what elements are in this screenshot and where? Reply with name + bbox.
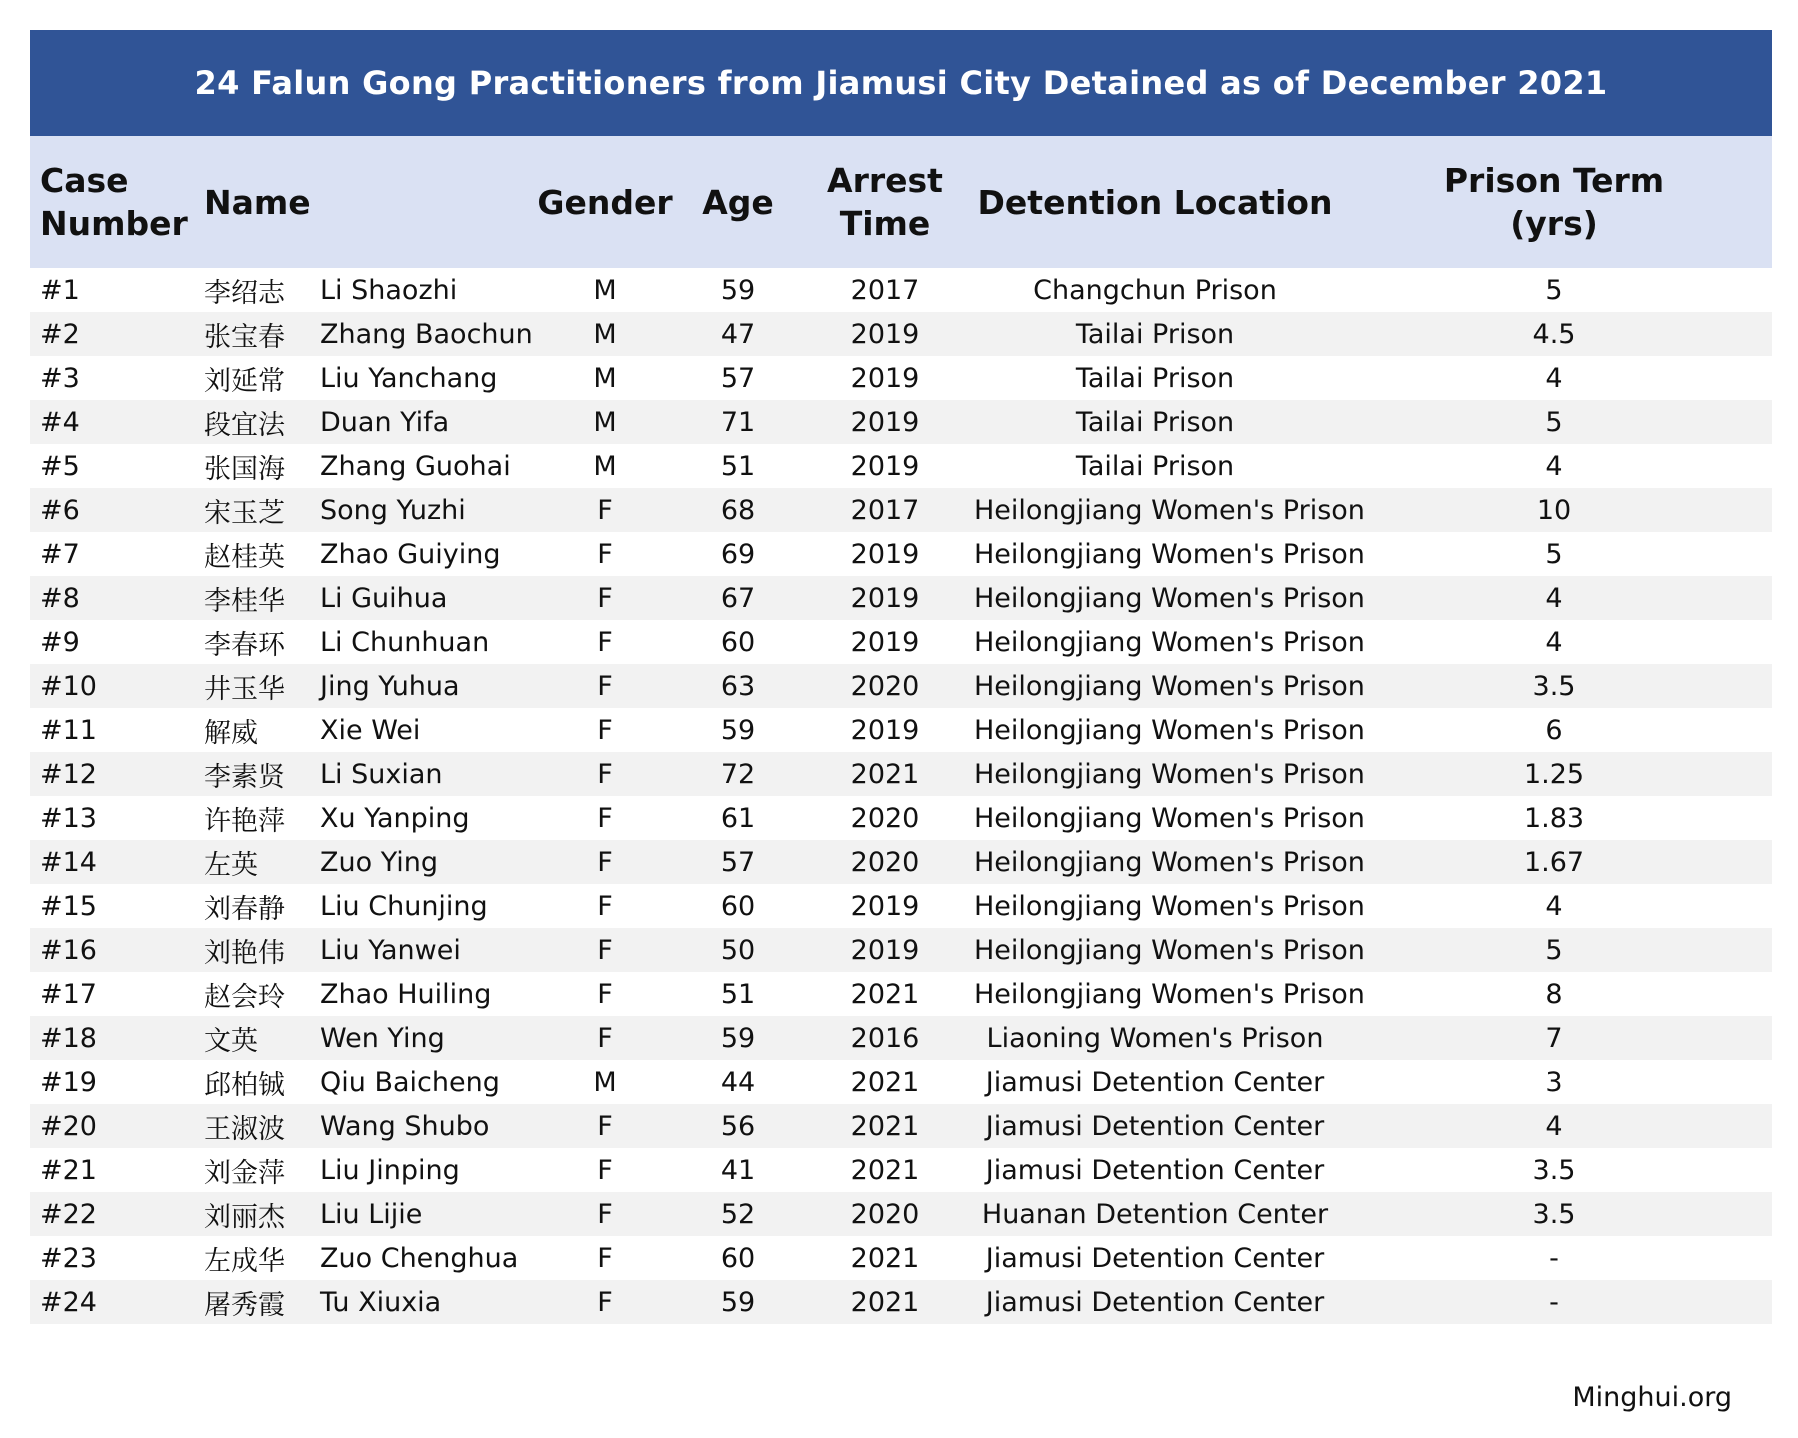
age-cell: 57 <box>720 362 756 394</box>
chinese-name-cell: 赵桂英 <box>204 541 285 573</box>
table-row <box>30 1280 1772 1324</box>
arrest-time-cell: 2019 <box>850 318 920 350</box>
gender-cell: F <box>597 802 613 834</box>
case-number-cell: #23 <box>40 1242 97 1274</box>
prison-term-cell: 1.25 <box>1523 758 1585 790</box>
name-cell: Wen Ying <box>320 1022 445 1054</box>
prison-term-cell: 4 <box>1545 582 1563 614</box>
age-cell: 59 <box>720 274 756 306</box>
table-row <box>30 1104 1772 1148</box>
table-row <box>30 268 1772 312</box>
gender-cell: M <box>593 406 617 438</box>
case-number-cell: #24 <box>40 1286 97 1318</box>
gender-cell: F <box>597 1198 613 1230</box>
arrest-time-cell: 2021 <box>850 1154 920 1186</box>
case-number-cell: #1 <box>40 274 80 306</box>
table-row <box>30 1060 1772 1104</box>
case-number-cell: #4 <box>40 406 80 438</box>
prison-term-cell: 4 <box>1545 626 1563 658</box>
name-cell: Zhang Baochun <box>320 318 533 350</box>
name-cell: Qiu Baicheng <box>320 1066 500 1098</box>
name-cell: Duan Yifa <box>320 406 450 438</box>
gender-cell: M <box>593 318 617 350</box>
gender-cell: M <box>593 362 617 394</box>
name-cell: Liu Yanchang <box>320 362 498 394</box>
gender-cell: F <box>597 714 613 746</box>
prison-term-cell: 5 <box>1545 538 1563 570</box>
gender-cell: F <box>597 758 613 790</box>
chinese-name-cell: 刘艳伟 <box>204 937 285 969</box>
arrest-time-cell: 2019 <box>850 450 920 482</box>
arrest-time-cell: 2017 <box>850 274 920 306</box>
chinese-name-cell: 段宜法 <box>204 409 285 441</box>
name-cell: Xie Wei <box>320 714 421 746</box>
age-cell: 61 <box>720 802 756 834</box>
chinese-name-cell: 李春环 <box>204 629 285 661</box>
name-cell: Zuo Chenghua <box>320 1242 519 1274</box>
detention-location-cell: Jiamusi Detention Center <box>985 1154 1325 1186</box>
table-row <box>30 664 1772 708</box>
table-row <box>30 1236 1772 1280</box>
detention-location-cell: Heilongjiang Women's Prison <box>974 846 1365 878</box>
detention-location-cell: Heilongjiang Women's Prison <box>974 582 1365 614</box>
detention-location-cell: Heilongjiang Women's Prison <box>974 802 1365 834</box>
gender-cell: F <box>597 1242 613 1274</box>
table-body <box>30 268 1772 1324</box>
detention-location-cell: Tailai Prison <box>1075 318 1235 350</box>
age-cell: 68 <box>720 494 756 526</box>
table-row <box>30 312 1772 356</box>
detention-location-cell: Heilongjiang Women's Prison <box>974 890 1365 922</box>
name-cell: Li Shaozhi <box>320 274 458 306</box>
gender-cell: F <box>597 538 613 570</box>
arrest-time-cell: 2020 <box>850 802 920 834</box>
arrest-time-cell: 2021 <box>850 1066 920 1098</box>
age-cell: 51 <box>720 450 756 482</box>
table-row <box>30 972 1772 1016</box>
table-row <box>30 576 1772 620</box>
table-row <box>30 488 1772 532</box>
case-number-cell: #2 <box>40 318 80 350</box>
detention-location-cell: Heilongjiang Women's Prison <box>974 714 1365 746</box>
detention-location-cell: Tailai Prison <box>1075 406 1235 438</box>
chinese-name-cell: 李素贤 <box>204 761 285 793</box>
gender-cell: M <box>593 1066 617 1098</box>
name-cell: Liu Yanwei <box>320 934 461 966</box>
case-number-cell: #3 <box>40 362 80 394</box>
case-number-cell: #16 <box>40 934 97 966</box>
table-row <box>30 884 1772 928</box>
header-detention-location: Detention Location <box>977 182 1333 222</box>
arrest-time-cell: 2021 <box>850 1286 920 1318</box>
name-cell: Tu Xiuxia <box>320 1286 442 1318</box>
arrest-time-cell: 2017 <box>850 494 920 526</box>
chinese-name-cell: 刘丽杰 <box>204 1201 285 1233</box>
case-number-cell: #5 <box>40 450 80 482</box>
chinese-name-cell: 许艳萍 <box>204 805 285 837</box>
prison-term-cell: 1.83 <box>1523 802 1585 834</box>
detention-location-cell: Heilongjiang Women's Prison <box>974 758 1365 790</box>
name-cell: Liu Lijie <box>320 1198 423 1230</box>
age-cell: 67 <box>720 582 756 614</box>
detention-location-cell: Heilongjiang Women's Prison <box>974 934 1365 966</box>
age-cell: 57 <box>720 846 756 878</box>
case-number-cell: #10 <box>40 670 97 702</box>
case-number-cell: #6 <box>40 494 80 526</box>
case-number-cell: #11 <box>40 714 97 746</box>
table-row <box>30 532 1772 576</box>
gender-cell: F <box>597 1022 613 1054</box>
table-row <box>30 796 1772 840</box>
age-cell: 56 <box>720 1110 756 1142</box>
name-cell: Wang Shubo <box>320 1110 490 1142</box>
name-cell: Jing Yuhua <box>320 670 460 702</box>
detainee-table <box>30 136 1772 1324</box>
prison-term-cell: 4 <box>1545 890 1563 922</box>
header-prison-term: Prison Term (yrs) <box>1443 161 1665 243</box>
case-number-cell: #12 <box>40 758 97 790</box>
table-title: 24 Falun Gong Practitioners from Jiamusi City Detained as of December 2021 <box>30 30 1772 136</box>
name-cell: Zuo Ying <box>320 846 438 878</box>
name-cell: Zhao Guiying <box>320 538 501 570</box>
table-row <box>30 400 1772 444</box>
case-number-cell: #21 <box>40 1154 97 1186</box>
chinese-name-cell: 刘延常 <box>204 365 285 397</box>
prison-term-cell: 5 <box>1545 406 1563 438</box>
gender-cell: F <box>597 626 613 658</box>
table-row <box>30 752 1772 796</box>
prison-term-cell: 3.5 <box>1532 1198 1576 1230</box>
arrest-time-cell: 2020 <box>850 1198 920 1230</box>
table-row <box>30 1192 1772 1236</box>
gender-cell: F <box>597 978 613 1010</box>
prison-term-cell: 3.5 <box>1532 1154 1576 1186</box>
header-gender: Gender <box>537 182 673 222</box>
prison-term-cell: - <box>1549 1242 1559 1274</box>
header-age: Age <box>702 182 774 222</box>
case-number-cell: #9 <box>40 626 80 658</box>
arrest-time-cell: 2019 <box>850 582 920 614</box>
case-number-cell: #8 <box>40 582 80 614</box>
gender-cell: M <box>593 274 617 306</box>
chinese-name-cell: 井玉华 <box>204 673 285 705</box>
age-cell: 59 <box>720 1022 756 1054</box>
chinese-name-cell: 宋玉芝 <box>204 497 285 529</box>
table-row <box>30 444 1772 488</box>
case-number-cell: #20 <box>40 1110 97 1142</box>
case-number-cell: #22 <box>40 1198 97 1230</box>
detention-location-cell: Jiamusi Detention Center <box>985 1066 1325 1098</box>
arrest-time-cell: 2020 <box>850 670 920 702</box>
detention-location-cell: Jiamusi Detention Center <box>985 1242 1325 1274</box>
name-cell: Zhang Guohai <box>320 450 511 482</box>
arrest-time-cell: 2021 <box>850 978 920 1010</box>
age-cell: 60 <box>720 1242 756 1274</box>
chinese-name-cell: 文英 <box>204 1025 258 1057</box>
gender-cell: F <box>597 1154 613 1186</box>
prison-term-cell: 5 <box>1545 934 1563 966</box>
prison-term-cell: 10 <box>1536 494 1572 526</box>
gender-cell: F <box>597 890 613 922</box>
age-cell: 41 <box>720 1154 756 1186</box>
prison-term-cell: 4 <box>1545 362 1563 394</box>
gender-cell: F <box>597 934 613 966</box>
prison-term-cell: 1.67 <box>1523 846 1585 878</box>
prison-term-cell: 5 <box>1545 274 1563 306</box>
chinese-name-cell: 王淑波 <box>204 1113 285 1145</box>
arrest-time-cell: 2019 <box>850 890 920 922</box>
chinese-name-cell: 左英 <box>204 849 258 881</box>
chinese-name-cell: 屠秀霞 <box>204 1289 285 1321</box>
gender-cell: F <box>597 846 613 878</box>
header-row <box>30 136 1772 268</box>
chinese-name-cell: 赵会玲 <box>204 981 285 1013</box>
detention-location-cell: Heilongjiang Women's Prison <box>974 978 1365 1010</box>
detention-location-cell: Liaoning Women's Prison <box>986 1022 1324 1054</box>
arrest-time-cell: 2019 <box>850 626 920 658</box>
table-row <box>30 356 1772 400</box>
prison-term-cell: 3.5 <box>1532 670 1576 702</box>
table-row <box>30 840 1772 884</box>
case-number-cell: #18 <box>40 1022 97 1054</box>
gender-cell: F <box>597 670 613 702</box>
prison-term-cell: - <box>1549 1286 1559 1318</box>
case-number-cell: #15 <box>40 890 97 922</box>
detention-location-cell: Heilongjiang Women's Prison <box>974 626 1365 658</box>
name-cell: Liu Chunjing <box>320 890 488 922</box>
detention-location-cell: Jiamusi Detention Center <box>985 1110 1325 1142</box>
prison-term-cell: 4 <box>1545 450 1563 482</box>
age-cell: 44 <box>720 1066 756 1098</box>
gender-cell: F <box>597 582 613 614</box>
chinese-name-cell: 张宝春 <box>204 321 285 353</box>
prison-term-cell: 7 <box>1545 1022 1563 1054</box>
detention-location-cell: Heilongjiang Women's Prison <box>974 494 1365 526</box>
name-cell: Song Yuzhi <box>320 494 466 526</box>
detention-location-cell: Tailai Prison <box>1075 450 1235 482</box>
age-cell: 59 <box>720 714 756 746</box>
arrest-time-cell: 2019 <box>850 714 920 746</box>
chinese-name-cell: 解威 <box>204 717 258 749</box>
table-row <box>30 1148 1772 1192</box>
chinese-name-cell: 李绍志 <box>204 277 285 309</box>
header-arrest-time: Arrest Time <box>827 161 943 243</box>
detention-location-cell: Tailai Prison <box>1075 362 1235 394</box>
age-cell: 69 <box>720 538 756 570</box>
detention-location-cell: Heilongjiang Women's Prison <box>974 538 1365 570</box>
name-cell: Liu Jinping <box>320 1154 460 1186</box>
chinese-name-cell: 张国海 <box>204 453 285 485</box>
case-number-cell: #17 <box>40 978 97 1010</box>
arrest-time-cell: 2021 <box>850 1242 920 1274</box>
table-row <box>30 620 1772 664</box>
arrest-time-cell: 2019 <box>850 362 920 394</box>
chinese-name-cell: 刘春静 <box>204 893 285 925</box>
gender-cell: F <box>597 1286 613 1318</box>
age-cell: 63 <box>720 670 756 702</box>
table-row <box>30 928 1772 972</box>
detention-location-cell: Huanan Detention Center <box>981 1198 1329 1230</box>
prison-term-cell: 4.5 <box>1532 318 1576 350</box>
age-cell: 60 <box>720 626 756 658</box>
prison-term-cell: 3 <box>1545 1066 1563 1098</box>
name-cell: Zhao Huiling <box>320 978 492 1010</box>
prison-term-cell: 4 <box>1545 1110 1563 1142</box>
detention-location-cell: Heilongjiang Women's Prison <box>974 670 1365 702</box>
arrest-time-cell: 2020 <box>850 846 920 878</box>
gender-cell: F <box>597 1110 613 1142</box>
name-cell: Li Guihua <box>320 582 448 614</box>
age-cell: 47 <box>720 318 756 350</box>
table-row <box>30 708 1772 752</box>
chinese-name-cell: 邱柏铖 <box>204 1069 285 1101</box>
detention-location-cell: Changchun Prison <box>1033 274 1277 306</box>
prison-term-cell: 6 <box>1545 714 1563 746</box>
name-cell: Xu Yanping <box>320 802 470 834</box>
case-number-cell: #19 <box>40 1066 97 1098</box>
arrest-time-cell: 2021 <box>850 1110 920 1142</box>
header-case-number: Case Number <box>40 161 188 243</box>
arrest-time-cell: 2021 <box>850 758 920 790</box>
age-cell: 50 <box>720 934 756 966</box>
header-name: Name <box>204 182 311 222</box>
chinese-name-cell: 李桂华 <box>204 585 285 617</box>
age-cell: 59 <box>720 1286 756 1318</box>
age-cell: 51 <box>720 978 756 1010</box>
arrest-time-cell: 2016 <box>850 1022 920 1054</box>
case-number-cell: #13 <box>40 802 97 834</box>
age-cell: 60 <box>720 890 756 922</box>
table-row <box>30 1016 1772 1060</box>
case-number-cell: #7 <box>40 538 80 570</box>
age-cell: 71 <box>720 406 756 438</box>
detention-location-cell: Jiamusi Detention Center <box>985 1286 1325 1318</box>
arrest-time-cell: 2019 <box>850 934 920 966</box>
name-cell: Li Suxian <box>320 758 443 790</box>
name-cell: Li Chunhuan <box>320 626 490 658</box>
age-cell: 52 <box>720 1198 756 1230</box>
gender-cell: F <box>597 494 613 526</box>
chinese-name-cell: 刘金萍 <box>204 1157 285 1189</box>
age-cell: 72 <box>720 758 756 790</box>
chinese-name-cell: 左成华 <box>204 1245 285 1277</box>
case-number-cell: #14 <box>40 846 97 878</box>
arrest-time-cell: 2019 <box>850 538 920 570</box>
arrest-time-cell: 2019 <box>850 406 920 438</box>
source-credit: Minghui.org <box>1572 1382 1732 1413</box>
gender-cell: M <box>593 450 617 482</box>
prison-term-cell: 8 <box>1545 978 1563 1010</box>
